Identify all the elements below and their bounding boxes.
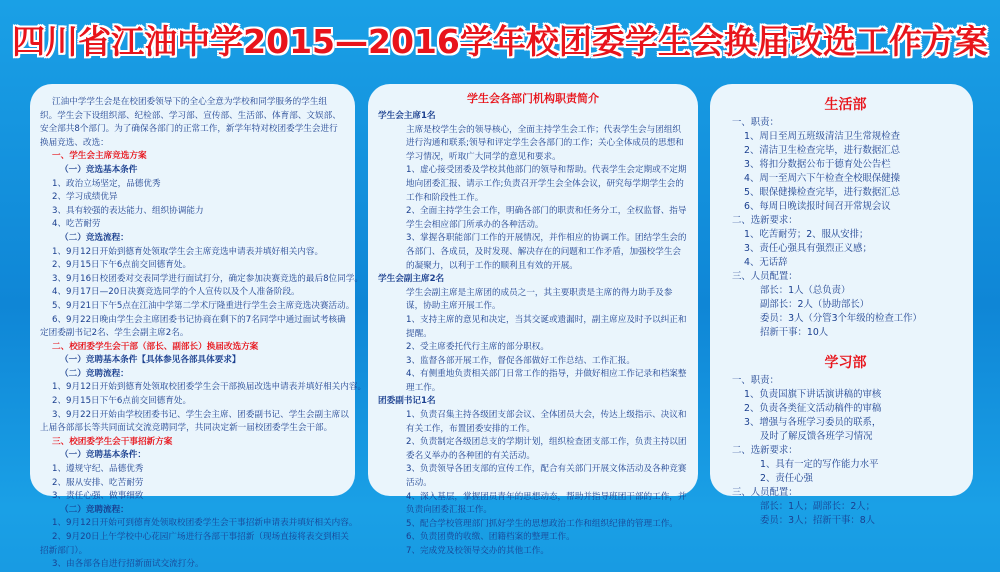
- text-line: 1、虚心接受团委及学校其他部门的领导和帮助。代表学生会定期或不定期地向团委汇报、请示工作;负责召开学生会全体会议，研究每学期学生会的工作和阶段性工作。: [406, 165, 687, 203]
- text-line: 2、受主席委托代行主席的部分职权。: [406, 342, 549, 353]
- text-line: 1、周日至周五班级清洁卫生常规检查: [744, 131, 900, 142]
- text-line: 1、遵规守纪、品德优秀: [52, 464, 144, 475]
- text-line: （一）竞选基本条件: [60, 164, 138, 175]
- text-line: 2、学习成绩优异: [52, 192, 118, 203]
- text-line: 定团委副书记2名、学生会副主席2名。: [40, 328, 189, 339]
- text-line: 团委副书记1名: [378, 396, 436, 407]
- text-line: （二）竞聘流程：: [60, 368, 129, 379]
- text-line: 一、职责：: [732, 375, 779, 386]
- text-line: 二、选新要求：: [732, 215, 798, 226]
- text-line: 委员：3人（分管3个年级的检查工作）: [760, 313, 922, 324]
- text-line: 6、每周日晚读报时间召开常规会议: [744, 201, 891, 212]
- text-line: 7、完成党及校领导交办的其他工作。: [406, 546, 549, 556]
- text-line: 4、周一至周六下午检查全校眼保健操: [744, 173, 900, 184]
- text-line: 1、支持主席的意见和决定，当其交诞或遗漏时，副主席应及时予以纠正和提醒。: [406, 314, 687, 339]
- text-line: 招新干事：10人: [760, 327, 829, 338]
- text-line: 学生会副主席2名: [378, 274, 445, 285]
- study-dept-list: [732, 374, 959, 528]
- text-line: 三、人员配置：: [732, 487, 798, 498]
- election-plan-text: [30, 84, 367, 572]
- text-line: 2、全面主持学生会工作，明确各部门的职责和任务分工，全权监督、指导学生会相应部门所承办的各种活动。: [406, 206, 687, 230]
- text-line: 4、9月17日—20日决赛竞选同学的个人宣传以及个人准备阶段。: [52, 287, 300, 298]
- text-line: 招新部门）。: [40, 545, 88, 556]
- text-line: 副部长：2人（协助部长）: [760, 299, 870, 310]
- text-line: 部长：1人；副部长：2人；: [760, 501, 876, 512]
- text-line: 二、选新要求：: [732, 445, 798, 456]
- text-line: 3、由各部各自进行招新面试交流打分。: [52, 559, 204, 570]
- text-line: 一、职责：: [732, 117, 779, 128]
- text-line: （二）竞聘流程：: [60, 504, 129, 515]
- text-line: 安全部共8个部门。为了确保各部门的正常工作，新学年特对校团委学生会进行: [40, 124, 338, 135]
- text-line: 三、校团委学生会干事招新方案: [52, 436, 173, 447]
- text-line: 江油中学学生会是在校团委领导下的全心全意为学校和同学服务的学生组: [52, 97, 328, 107]
- text-line: 2、责任心强: [760, 473, 813, 484]
- text-line: 1、9月12日开始到德育处领取学生会主席竞选申请表并填好相关内容。: [52, 246, 324, 257]
- text-line: 2、清洁卫生检查完毕，进行数据汇总: [744, 145, 900, 156]
- text-line: 1、负责国旗下讲话演讲稿的审核: [744, 389, 882, 400]
- text-line: 3、9月22日开始由学校团委书记、学生会主席、团委副书记、学生会副主席以: [52, 409, 349, 420]
- text-line: 3、将扣分数据公布于德育处公告栏: [744, 159, 891, 170]
- text-line: （一）竞聘基本条件【具体参见各部具体要求】: [60, 355, 241, 366]
- life-dept-list: [732, 116, 959, 340]
- text-line: 5、配合学校管理部门抓好学生的思想政治工作和组织纪律的管理工作。: [406, 518, 678, 529]
- text-line: 学生会副主席是主席团的成员之一，其主要职责是主席的得力助手及参谋，协助主席开展工作。: [406, 287, 673, 312]
- left-panel: [30, 84, 367, 570]
- department-requirements-text: [710, 84, 973, 528]
- text-line: 4、吃苦耐劳: [52, 219, 101, 230]
- text-line: 6、负责团费的收缴、团籍档案的整理工作。: [406, 532, 575, 543]
- text-line: 部长：1人（总负责）: [760, 285, 851, 296]
- text-line: 2、负责制定各级团总支的学期计划，组织检查团支部工作，负责主持以团委名义举办的各种团的有关活动。: [406, 437, 687, 461]
- text-line: 2、9月15日下午6点前交回德育处。: [52, 260, 192, 271]
- text-line: 委员：3人；招新干事：8人: [760, 515, 876, 526]
- text-line: 织。学生会下设组织部、纪检部、学习部、宣传部、生活部、体育部、文娱部、: [40, 110, 341, 121]
- text-line: 3、掌握各职能部门工作的开展情况，并作相应的协调工作。团结学生会的各部门、各成员，及时发现、解决存在的问题和工作矛盾，加强校学生会的凝聚力，以利于工作的顺利且有效的开展。: [406, 233, 687, 271]
- banner-header: [0, 0, 1000, 78]
- text-line: 1、9月12日开始可到德育处领取校团委学生会干事招新申请表并填好相关内容。: [52, 518, 358, 529]
- middle-panel: [368, 84, 698, 556]
- text-line: 2、服从安排、吃苦耐劳: [52, 477, 144, 488]
- text-line: 学生会主席1名: [378, 111, 436, 121]
- text-line: （二）竞选流程：: [60, 232, 129, 243]
- text-line: 1、吃苦耐劳；2、服从安排；: [744, 229, 869, 240]
- text-line: 5、9月21日下午5点在江油中学第二学术厅隆重进行学生会主席竞选决赛活动。: [52, 300, 355, 311]
- text-line: 4、深入基层，掌握团员青年的思想动态，帮助并指导班团干部的工作，并负责向团委汇报工作。: [406, 491, 687, 516]
- text-line: 3、具有较强的表达能力、组织协调能力: [52, 205, 204, 216]
- right-panel: [710, 84, 973, 526]
- text-line: 5、眼保健操检查完毕，进行数据汇总: [744, 187, 900, 198]
- study-dept-title: 学习部: [824, 355, 867, 371]
- life-dept-title: 生活部: [824, 97, 867, 113]
- text-line: 3、增强与各班学习委员的联系，: [744, 417, 882, 428]
- text-line: 3、9月16日校团委对交表同学进行面试打分，确定参加决赛竞选的最后8位同学。: [52, 273, 363, 284]
- text-line: 一、学生会主席竞选方案: [52, 151, 147, 162]
- text-line: 4、无话辞: [744, 257, 788, 268]
- text-line: 上届各部部长等共同面试交流竞聘同学，共同决定新一届校团委学生会干部。: [40, 423, 333, 434]
- text-line: 1、9月12日开始到德育处领取校团委学生会干部换届改选申请表并填好相关内容。: [52, 382, 367, 393]
- text-line: 及时了解反馈各班学习情况: [760, 431, 873, 442]
- text-line: 3、监督各部开展工作，督促各部做好工作总结、工作汇报。: [406, 355, 635, 366]
- text-line: 2、负责各类征文活动稿件的审稿: [744, 403, 882, 414]
- text-line: 主席是校学生会的领导核心，全面主持学生会工作；代表学生会与团组织进行沟通和联系;领导和评定学生会各部门的工作；关心全体成员的思想和学习情况，听取广大同学的意见和要求。: [406, 124, 684, 162]
- text-line: 3、责任心强具有强烈正义感；: [744, 243, 872, 254]
- text-line: 2、9月15日下午6点前交回德育处。: [52, 396, 192, 407]
- text-line: 2、9月20日上午学校中心花园广场进行各部干事招新（现场直接将表交到相关: [52, 532, 349, 542]
- text-line: 4、有侧重地负责相关部门日常工作的指导，并做好相应工作记录和档案整理工作。: [406, 369, 687, 393]
- department-duties-text: [368, 84, 698, 559]
- text-line: 3、责任心强、做事细致: [52, 491, 144, 502]
- text-line: 3、负责领导各团支部的宣传工作，配合有关部门开展文体活动及各种竞赛活动。: [406, 464, 687, 489]
- text-line: 6、9月22日晚由学生会主席团委书记协商在剩下的7名同学中通过面试考核确: [52, 314, 346, 325]
- text-line: 三、人员配置：: [732, 271, 798, 282]
- text-line: 二、校团委学生会干部（部长、副部长）换届改选方案: [52, 341, 259, 352]
- text-line: 1、负责召集主持各级团支部会议、全体团员大会，传达上级指示、决议和有关工作，布置团委安排的工作。: [406, 410, 687, 434]
- page-title: 四川省江油中学2015—2016学年校团委学生会换届改选工作方案: [12, 21, 988, 61]
- text-line: 1、政治立场坚定，品德优秀: [52, 178, 161, 189]
- text-line: 换届竞选、改选：: [40, 137, 109, 148]
- section-heading: 学生会各部门机构职责简介: [467, 92, 599, 105]
- text-line: 1、具有一定的写作能力水平: [760, 459, 879, 470]
- text-line: （一）竞聘基本条件：: [60, 450, 146, 461]
